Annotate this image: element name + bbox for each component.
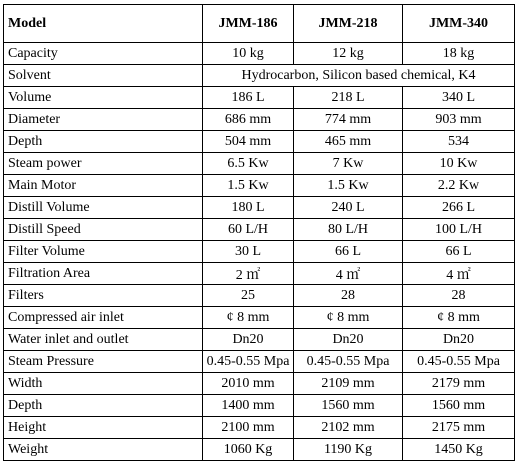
spec-label: Filtration Area xyxy=(4,263,203,285)
spec-value: 2175 mm xyxy=(403,417,515,439)
spec-value: 25 xyxy=(203,285,294,307)
spec-label: Filter Volume xyxy=(4,241,203,263)
spec-value: ¢ 8 mm xyxy=(203,307,294,329)
spec-label: Depth xyxy=(4,131,203,153)
spec-value: 6.5 Kw xyxy=(203,153,294,175)
spec-label: Weight xyxy=(4,439,203,461)
spec-value: 4 ㎡ xyxy=(403,263,515,285)
spec-value: 266 L xyxy=(403,197,515,219)
spec-value: 60 L/H xyxy=(203,219,294,241)
spec-value: 2010 mm xyxy=(203,373,294,395)
spec-row-width xyxy=(4,373,515,395)
spec-value: 1560 mm xyxy=(403,395,515,417)
spec-value: 2102 mm xyxy=(294,417,403,439)
spec-value: Dn20 xyxy=(203,329,294,351)
spec-row-filters xyxy=(4,285,515,307)
spec-row-steam-pressure xyxy=(4,351,515,373)
spec-row-weight xyxy=(4,439,515,461)
spec-row-diameter xyxy=(4,109,515,131)
spec-table xyxy=(3,4,515,461)
spec-value: 7 Kw xyxy=(294,153,403,175)
spec-value: Dn20 xyxy=(294,329,403,351)
spec-value: 774 mm xyxy=(294,109,403,131)
spec-row-filter-volume xyxy=(4,241,515,263)
spec-value: 1060 Kg xyxy=(203,439,294,461)
spec-value: 10 Kw xyxy=(403,153,515,175)
spec-label: Height xyxy=(4,417,203,439)
spec-value: 1400 mm xyxy=(203,395,294,417)
spec-value: 1.5 Kw xyxy=(294,175,403,197)
spec-label: Diameter xyxy=(4,109,203,131)
spec-row-water-inlet-outlet xyxy=(4,329,515,351)
spec-label: Distill Volume xyxy=(4,197,203,219)
spec-value: 30 L xyxy=(203,241,294,263)
spec-value: 4 ㎡ xyxy=(294,263,403,285)
spec-label: Compressed air inlet xyxy=(4,307,203,329)
model-name-header: JMM-218 xyxy=(294,5,403,43)
model-name-header: JMM-340 xyxy=(403,5,515,43)
spec-row-distill-speed xyxy=(4,219,515,241)
spec-row-filtration-area xyxy=(4,263,515,285)
spec-value: 534 xyxy=(403,131,515,153)
spec-value: 2.2 Kw xyxy=(403,175,515,197)
spec-value: 504 mm xyxy=(203,131,294,153)
spec-row-volume xyxy=(4,87,515,109)
spec-label: Solvent xyxy=(4,65,203,87)
spec-label: Main Motor xyxy=(4,175,203,197)
spec-label: Distill Speed xyxy=(4,219,203,241)
header-row xyxy=(4,5,515,43)
spec-value: 0.45-0.55 Mpa xyxy=(294,351,403,373)
spec-value: ¢ 8 mm xyxy=(403,307,515,329)
spec-label: Filters xyxy=(4,285,203,307)
spec-row-depth xyxy=(4,131,515,153)
spec-value: 1450 Kg xyxy=(403,439,515,461)
spec-value: 240 L xyxy=(294,197,403,219)
spec-value: 180 L xyxy=(203,197,294,219)
spec-value: 66 L xyxy=(403,241,515,263)
spec-value: 66 L xyxy=(294,241,403,263)
spec-value: 1190 Kg xyxy=(294,439,403,461)
spec-value: 0.45-0.55 Mpa xyxy=(203,351,294,373)
spec-value: 2100 mm xyxy=(203,417,294,439)
spec-value: 18 kg xyxy=(403,43,515,65)
spec-value-merged: Hydrocarbon, Silicon based chemical, K4 xyxy=(203,65,515,87)
spec-value: 2179 mm xyxy=(403,373,515,395)
spec-label: Steam power xyxy=(4,153,203,175)
spec-label: Depth xyxy=(4,395,203,417)
spec-value: 686 mm xyxy=(203,109,294,131)
spec-row-compressed-air-inlet xyxy=(4,307,515,329)
model-name-header: JMM-186 xyxy=(203,5,294,43)
spec-label: Capacity xyxy=(4,43,203,65)
spec-table-body xyxy=(4,43,515,461)
spec-value: 28 xyxy=(403,285,515,307)
spec-value: 2 ㎡ xyxy=(203,263,294,285)
spec-table-header xyxy=(4,5,515,43)
spec-row-solvent xyxy=(4,65,515,87)
spec-value: 10 kg xyxy=(203,43,294,65)
spec-value: 28 xyxy=(294,285,403,307)
spec-value: 0.45-0.55 Mpa xyxy=(403,351,515,373)
spec-value: 903 mm xyxy=(403,109,515,131)
spec-value: Dn20 xyxy=(403,329,515,351)
spec-value: 340 L xyxy=(403,87,515,109)
spec-row-height xyxy=(4,417,515,439)
spec-value: 2109 mm xyxy=(294,373,403,395)
spec-label: Width xyxy=(4,373,203,395)
spec-label: Volume xyxy=(4,87,203,109)
spec-row-capacity xyxy=(4,43,515,65)
model-column-header: Model xyxy=(4,5,203,43)
spec-value: 1560 mm xyxy=(294,395,403,417)
spec-value: 1.5 Kw xyxy=(203,175,294,197)
spec-label: Steam Pressure xyxy=(4,351,203,373)
spec-row-steam-power xyxy=(4,153,515,175)
spec-row-main-motor xyxy=(4,175,515,197)
spec-value: 12 kg xyxy=(294,43,403,65)
spec-label: Water inlet and outlet xyxy=(4,329,203,351)
spec-value: 186 L xyxy=(203,87,294,109)
spec-value: 465 mm xyxy=(294,131,403,153)
spec-value: 80 L/H xyxy=(294,219,403,241)
spec-value: 100 L/H xyxy=(403,219,515,241)
spec-value: ¢ 8 mm xyxy=(294,307,403,329)
spec-row-distill-volume xyxy=(4,197,515,219)
spec-value: 218 L xyxy=(294,87,403,109)
spec-row-overall-depth xyxy=(4,395,515,417)
